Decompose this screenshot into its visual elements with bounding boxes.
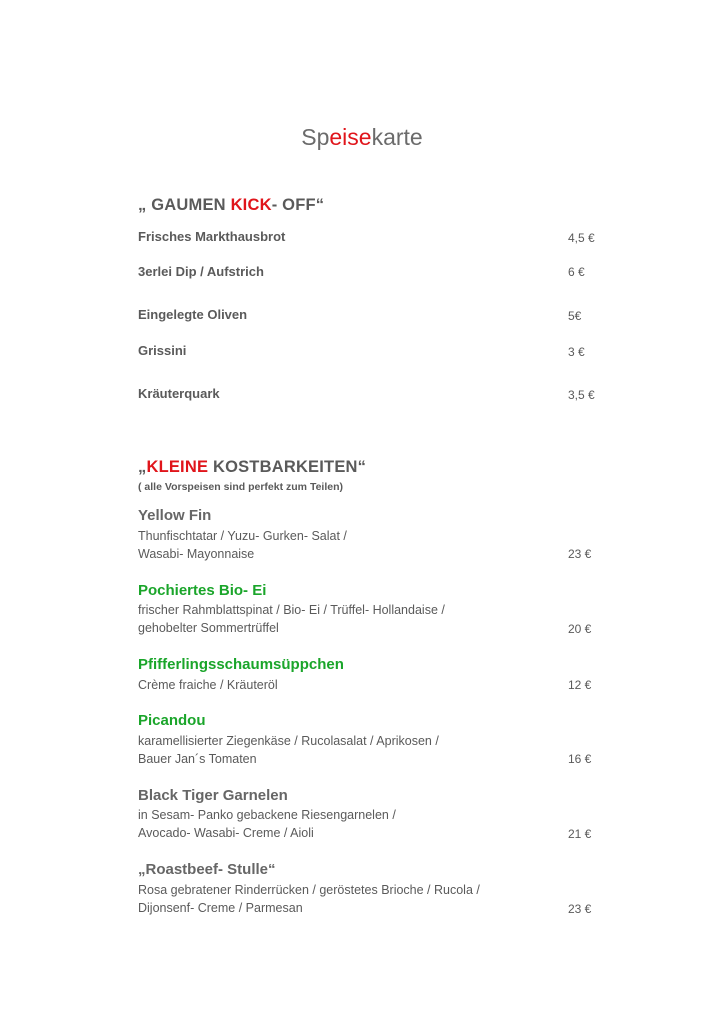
description-line: Thunfischtatar / Yuzu- Gurken- Salat /: [138, 529, 347, 543]
dish-price: 21 €: [568, 827, 592, 841]
menu-item-price: 5€: [568, 309, 582, 323]
heading-highlight: KICK: [230, 196, 272, 214]
section-note: ( alle Vorspeisen sind perfekt zum Teilen): [138, 481, 343, 493]
heading-text: - OFF“: [271, 196, 325, 214]
dish-price: 16 €: [568, 752, 592, 766]
section-heading-kleine-kostbarkeiten: [138, 458, 366, 477]
menu-item-price: 3,5 €: [568, 388, 595, 402]
description-line: Wasabi- Mayonnaise: [138, 547, 255, 561]
menu-item-name: Frisches Markthausbrot: [138, 229, 286, 244]
menu-item-price: 6 €: [568, 265, 585, 279]
page-title: [0, 124, 724, 151]
dish-name: Yellow Fin: [138, 507, 212, 524]
dish-description: [138, 527, 347, 563]
description-line: Avocado- Wasabi- Creme / Aioli: [138, 826, 314, 840]
description-line: Dijonsenf- Creme / Parmesan: [138, 901, 303, 915]
title-part-1: Sp: [301, 124, 330, 150]
dish-name: „Roastbeef- Stulle“: [138, 861, 276, 878]
dish-price: 23 €: [568, 547, 592, 561]
menu-item-name: Grissini: [138, 343, 187, 358]
title-part-2: eise: [329, 124, 372, 150]
dish-name: Black Tiger Garnelen: [138, 787, 288, 804]
title-part-3: karte: [371, 124, 423, 150]
description-line: Bauer Jan´s Tomaten: [138, 752, 257, 766]
description-line: frischer Rahmblattspinat / Bio- Ei / Trüffel- Hollandaise /: [138, 603, 445, 617]
description-line: Rosa gebratener Rinderrücken / geröstetes Brioche / Rucola /: [138, 883, 480, 897]
description-line: karamellisierter Ziegenkäse / Rucolasalat / Aprikosen /: [138, 734, 439, 748]
menu-item-price: 4,5 €: [568, 231, 595, 245]
dish-description: [138, 806, 396, 842]
heading-text: „: [138, 458, 147, 476]
dish-name: Picandou: [138, 712, 206, 729]
heading-highlight: KLEINE: [146, 458, 209, 476]
dish-price: 20 €: [568, 622, 592, 636]
menu-item-name: Kräuterquark: [138, 386, 220, 401]
description-line: in Sesam- Panko gebackene Riesengarnelen /: [138, 808, 396, 822]
menu-item-name: 3erlei Dip / Aufstrich: [138, 264, 264, 279]
dish-description: [138, 601, 445, 637]
dish-name: Pochiertes Bio- Ei: [138, 582, 267, 599]
dish-description: [138, 881, 480, 917]
dish-price: 23 €: [568, 902, 592, 916]
menu-item-name: Eingelegte Oliven: [138, 307, 248, 322]
description-line: gehobelter Sommertrüffel: [138, 621, 279, 635]
description-line: Crème fraiche / Kräuteröl: [138, 678, 278, 692]
dish-name: Pfifferlingsschaumsüppchen: [138, 656, 344, 673]
section-heading-gaumen-kick-off: [138, 196, 324, 215]
heading-text: KOSTBARKEITEN“: [208, 458, 367, 476]
menu-item-price: 3 €: [568, 345, 585, 359]
dish-description: [138, 676, 278, 694]
dish-description: [138, 732, 439, 768]
dish-price: 12 €: [568, 678, 592, 692]
heading-text: „ GAUMEN: [138, 196, 231, 214]
